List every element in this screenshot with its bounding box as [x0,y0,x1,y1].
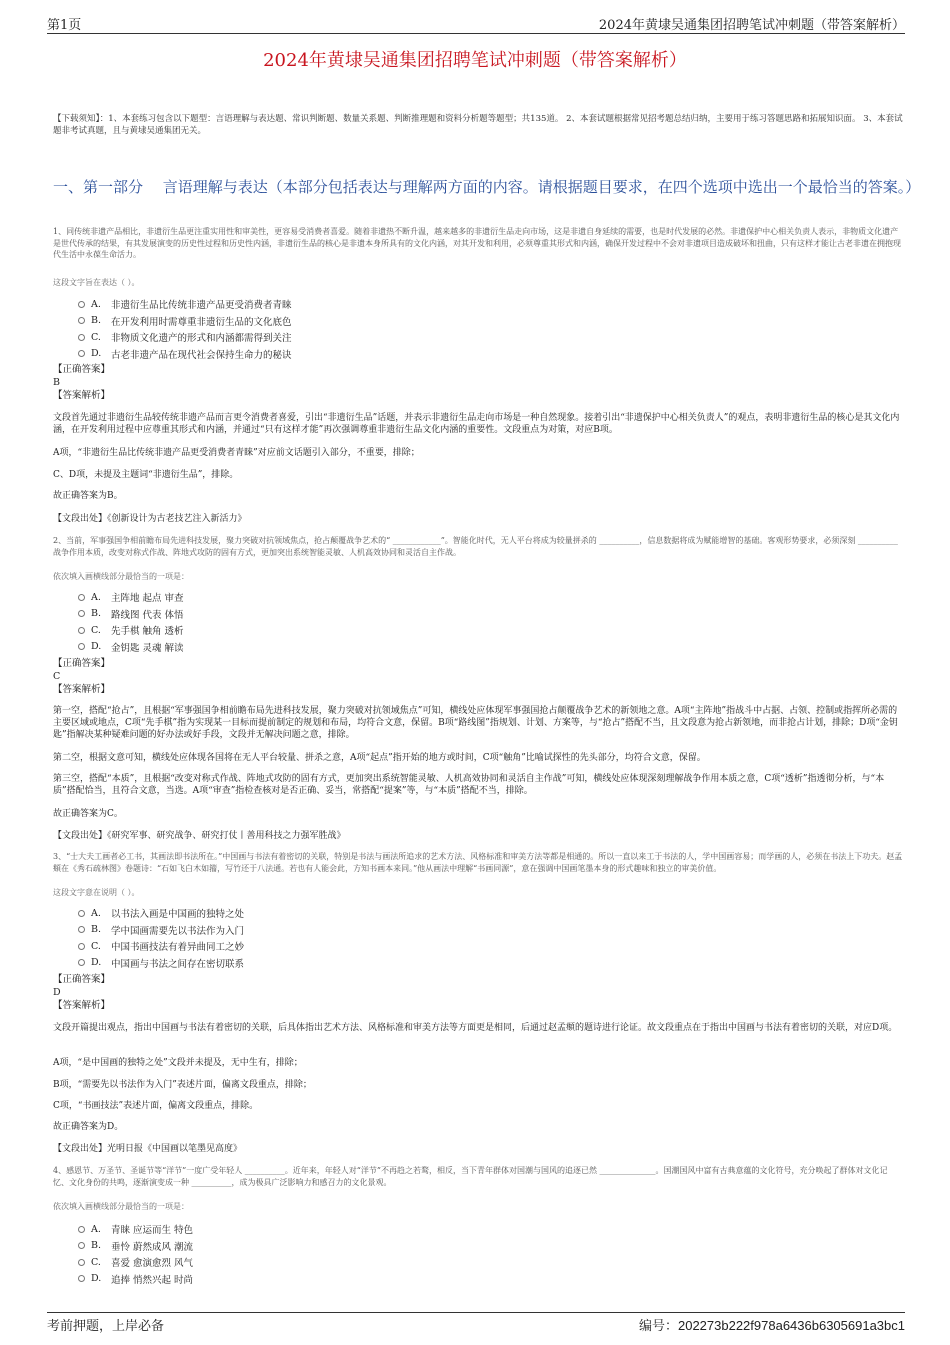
analysis-label: 【答案解析】 [53,684,111,695]
footer-slogan: 考前押题，上岸必备 [47,1319,165,1334]
option-c[interactable]: C. 非物质文化遗产的形式和内涵都需得到关注 [78,329,292,346]
analysis-paragraph: 第一空，搭配“抢占”，且根据“军事强国争相前瞻布局先进科技发展，聚力突破对抗领域焦点”可知，横线处应体现军事强国抢占颠覆战争艺术的新领地之意。A项“主阵地”指战斗中占据、占领、控制或指挥所必需的主要区域或地点，C项“先手棋”指为实现某一目标而提前制定的规划和布局，均符合文意，保留。B项“路线图”指规划、计划、方案等，与“抢占”搭配不当，且文段意为抢占新领地，而非抢占计划，排除；D项“金钥匙”指解决某种疑难问题的好办法或好手段，文段并无解决问题之意，排除。 [53,706,898,741]
answer-label: 【正确答案】 [53,364,111,375]
radio-icon[interactable] [78,627,85,634]
radio-icon[interactable] [78,350,85,357]
radio-icon[interactable] [78,926,85,933]
question-4-prompt: 依次填入画横线部分最恰当的一项是： [53,1202,189,1211]
option-b[interactable]: B. 在开发利用时需尊重非遗衍生品的文化底色 [78,313,292,330]
answer-value: D [53,987,61,998]
option-a[interactable]: A. 非遗衍生品比传统非遗产品更受消费者青睐 [78,296,292,313]
question-1-options [78,296,292,362]
analysis-paragraph: A项，“是中国画的独特之处”文段并未提及，无中生有，排除； [53,1058,303,1068]
document-id: 编号：202273b222f978a6436b6305691a3bc1 [638,1318,905,1333]
radio-icon[interactable] [78,334,85,341]
source-citation: 【文段出处】《创新设计为古老技艺注入新活力》 [53,514,247,524]
analysis-paragraph: A项，“非遗衍生品比传统非遗产品更受消费者青睐”对应前文话题引入部分，不重要，排除； [53,448,420,458]
radio-icon[interactable] [78,1242,85,1249]
source-citation: 【文段出处】《研究军事、研究战争、研究打仗丨善用科技之力强军胜战》 [53,831,346,841]
analysis-paragraph: C、D项，未提及主题词“非遗衍生品”，排除。 [53,470,239,480]
option-a[interactable]: A. 青睐 应运而生 特色 [78,1221,193,1238]
section-title: 一、第一部分 言语理解与表达（本部分包括表达与理解两方面的内容。请根据题目要求，在四个选项中选出一个最恰当的答案。） [53,178,921,196]
option-b[interactable]: B. 路线图 代表 体悟 [78,606,184,623]
option-a[interactable]: A. 主阵地 起点 审查 [78,589,184,606]
radio-icon[interactable] [78,301,85,308]
radio-icon[interactable] [78,943,85,950]
radio-icon[interactable] [78,594,85,601]
question-3-stem: 3、“士大夫工画者必工书，其画法即书法所在。”中国画与书法有着密切的关联，特别是书法与画法所追求的艺术方法、风格标准和审美方法等都是相通的。所以一直以来工于书法的人，学中国画容易；而学画的人，必须在书法上下功夫。赵孟頫在《秀石疏林图》卷题诗：“石如飞白木如籀，写竹还于八法通。若也有人能会此，方知书画本来同。”他从画法中理解“书画同源”，意在强调中国画笔墨本身的形式趣味和独立的审美价值。 [53,852,903,873]
option-c[interactable]: C. 中国书画技法有着异曲同工之妙 [78,938,244,955]
question-2-options [78,589,184,655]
download-notice: 【下载须知】：1、本套练习包含以下题型：言语理解与表达题、常识判断题、数量关系题、判断推理题和资料分析题等题型；共135道。 2、本套试题根据常见招考题总结归纳，主要用于练习答题思路和拓展知识面。 3、本套试题非考试真题，且与黄埭吴通集团无关。 [53,114,903,136]
option-d[interactable]: D. 追捧 悄然兴起 时尚 [78,1271,193,1288]
answer-label: 【正确答案】 [53,658,111,669]
question-1-stem: 1、同传统非遗产品相比，非遗衍生品更注重实用性和审美性，更容易受消费者喜爱。随着非遗热不断升温，越来越多的非遗衍生品走向市场，这是非遗自身延续的需要，也是时代发展的必然。非遗保护中心相关负责人表示，非物质文化遗产是世代传承的结果，有其发展演变的历史性过程和历史性内涵，非遗衍生品的核心是非遗本身所具有的文化内涵，对其开发和利用，必须尊重其形式和内涵，确保开发过程中不会对非遗项目造成破坏和扭曲，只有这样才能让古老非遗在拥抱现代生活中永葆生命活力。 [53,227,901,259]
analysis-paragraph: 故正确答案为C。 [53,809,123,819]
radio-icon[interactable] [78,1259,85,1266]
option-d[interactable]: D. 中国画与书法之间存在密切联系 [78,955,244,972]
question-4-stem: 4、感恩节、万圣节、圣诞节等“洋节”一度广受年轻人 __________。近年来，年轻人对“洋节”不再趋之若鹜，相反，当下青年群体对国潮与国风的追逐已然 ______________。国潮国风中富有古典意蕴的文化符号，充分唤起了群体对文化记忆、文化身份的共鸣，逐渐演变成一种 __________，成为极具广泛影响力和感召力的文化景观。 [53,1166,888,1187]
radio-icon[interactable] [78,1275,85,1282]
option-a[interactable]: A. 以书法入画是中国画的独特之处 [78,905,244,922]
page-header [47,14,905,34]
option-d[interactable]: D. 金钥匙 灵魂 解读 [78,639,184,656]
radio-icon[interactable] [78,910,85,917]
answer-label: 【正确答案】 [53,974,111,985]
page-footer [47,1312,905,1334]
question-2-stem: 2、当前，军事强国争相前瞻布局先进科技发展，聚力突破对抗领域焦点，抢占颠覆战争艺术的“ ____________”。智能化时代，无人平台将成为较量拼杀的 __________，信息数据将成为赋能增智的基础。客观形势要求，必须深刻 __________战争作用本质，改变对称式作战、阵地式攻防的固有方式，更加突出系统智能灵敏、人机高效协同和灵活自主作战。 [53,536,898,557]
answer-value: B [53,377,60,388]
answer-value: C [53,671,61,682]
question-1-prompt: 这段文字旨在表达（ ）。 [53,278,140,287]
option-b[interactable]: B. 学中国画需要先以书法作为入门 [78,922,244,939]
option-d[interactable]: D. 古老非遗产品在现代社会保持生命力的秘诀 [78,346,292,363]
analysis-label: 【答案解析】 [53,1000,111,1011]
question-4-options [78,1221,193,1287]
source-citation: 【文段出处】光明日报《中国画以笔墨见高度》 [53,1144,243,1154]
document-title: 2024年黄埭吴通集团招聘笔试冲刺题（带答案解析） [263,50,687,71]
analysis-paragraph: 文段首先通过非遗衍生品较传统非遗产品而言更令消费者喜爱，引出“非遗衍生品”话题，并表示非遗衍生品走向市场是一种自然现象。接着引出“非遗保护中心相关负责人”的观点，表明非遗衍生品的核心是其文化内涵，在开发利用过程中应尊重其形式和内涵，并通过“只有这样才能”再次强调尊重非遗衍生品文化内涵的重要性。文段重点为对策，对应B项。 [53,413,900,436]
radio-icon[interactable] [78,1226,85,1233]
question-3-options [78,905,244,971]
header-doc-title: 2024年黄埭吴通集团招聘笔试冲刺题（带答案解析） [598,18,905,33]
question-3-prompt: 这段文字意在说明（ ）。 [53,888,140,897]
option-c[interactable]: C. 喜爱 愈演愈烈 风气 [78,1254,193,1271]
radio-icon[interactable] [78,643,85,650]
question-2-prompt: 依次填入画横线部分最恰当的一项是： [53,572,189,581]
analysis-paragraph: B项，“需要先以书法作为入门”表述片面，偏离文段重点，排除； [53,1080,312,1090]
analysis-paragraph: 故正确答案为D。 [53,1122,124,1132]
analysis-label: 【答案解析】 [53,390,111,401]
analysis-paragraph: 第二空，根据文意可知，横线处应体现各国将在无人平台较量、拼杀之意，A项“起点”指开始的地方或时间，C项“触角”比喻试探性的先头部分，均符合文意，保留。 [53,753,706,763]
option-c[interactable]: C. 先手棋 触角 透析 [78,622,184,639]
radio-icon[interactable] [78,610,85,617]
analysis-paragraph: 文段开篇提出观点，指出中国画与书法有着密切的关联，后具体指出艺术方法、风格标准和审美方法等方面更是相同，后通过赵孟頫的题诗进行论证。故文段重点在于指出中国画与书法有着密切的关联，对应D项。 [53,1023,898,1033]
analysis-paragraph: C项，“书画技法”表述片面，偏离文段重点，排除。 [53,1101,259,1111]
radio-icon[interactable] [78,317,85,324]
analysis-paragraph: 第三空，搭配“本质”，且根据“改变对称式作战、阵地式攻防的固有方式，更加突出系统智能灵敏、人机高效协同和灵活自主作战”可知，横线处应体现深刻理解战争作用本质之意，C项“透析”指透彻分析，与“本质”搭配恰当，且符合文意，当选。A项“审查”指检查核对是否正确、妥当，常搭配“提案”等，与“本质”搭配不当，排除。 [53,774,885,797]
radio-icon[interactable] [78,959,85,966]
option-b[interactable]: B. 垂怜 蔚然成风 潮流 [78,1238,193,1255]
page-number: 第1页 [47,18,82,33]
analysis-paragraph: 故正确答案为B。 [53,491,123,501]
